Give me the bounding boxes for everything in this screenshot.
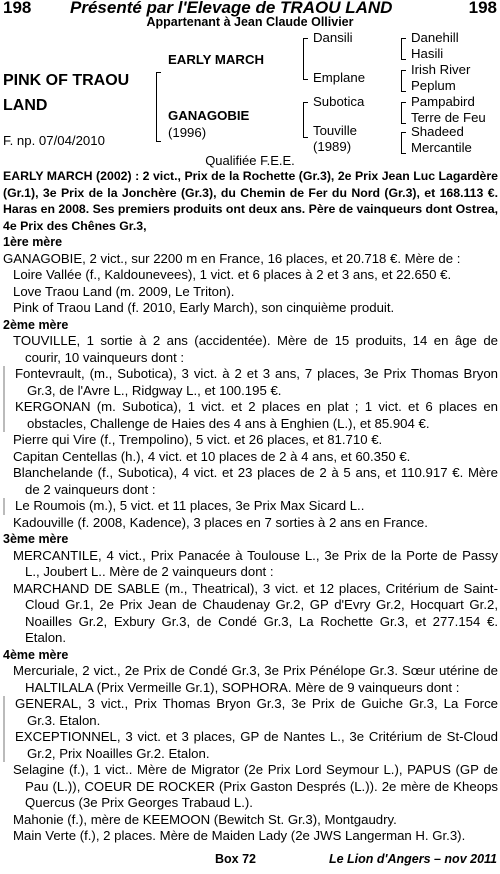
produce-line: Pierre qui Vire (f., Trempolino), 5 vict. et 26 places, et 81.710 €. — [13, 432, 383, 447]
gg-7: Shadeed — [411, 124, 464, 139]
produce-line: GENERAL, 3 vict., Prix Thomas Bryon Gr.3, 3e Prix de Guiche Gr.3, La Force Gr.3. Etalon. — [3, 696, 498, 729]
gg-5: Pampabird — [411, 94, 475, 109]
qualification: Qualifiée F.E.E. — [205, 153, 295, 168]
event-name: Le Lion d'Angers – nov 2011 — [328, 852, 497, 866]
box-number: Box 72 — [215, 852, 256, 866]
bracket-dam — [303, 102, 308, 138]
gg-8: Mercantile — [411, 140, 472, 155]
bracket-parents — [156, 72, 161, 142]
produce-line: Kadouville (f. 2008, Kadence), 3 places en 7 sorties à 2 ans en France. — [13, 514, 428, 530]
dam-name: GANAGOBIE — [168, 108, 250, 123]
gg-4: Peplum — [411, 78, 456, 93]
second-dam-heading: 2ème mère — [3, 317, 69, 332]
bracket-sire — [303, 38, 308, 80]
produce-line: MARCHAND DE SABLE (m., Theatrical), 3 vict. et 12 places, Critérium de Saint-Cloud Gr.1, 2e Prix Jean de Chaudenay Gr.2, GP d'Evry Gr.2, Hocquart Gr.2, Noailles Gr.2, Exbury Gr.3, de Condé Gr.3, La Rochette Gr.3, et 277.154 €. Etalon. — [13, 580, 498, 645]
bracket-g56 — [401, 102, 406, 124]
dam-dam-year: (1989) — [313, 139, 352, 154]
gg-1: Danehill — [411, 30, 459, 45]
first-dam-text: GANAGOBIE, 2 vict., sur 2200 m en France, 16 places, et 20.718 €. Mère de : — [3, 250, 461, 266]
produce-line: Love Traou Land (m. 2009, Le Triton). — [13, 283, 235, 299]
gg-6: Terre de Feu — [411, 110, 486, 125]
catalogue-body — [3, 168, 498, 845]
bracket-g34 — [401, 70, 406, 92]
consignor-title: Présenté par l'Elevage de TRAOU LAND — [70, 0, 393, 17]
produce-line: KERGONAN (m. Subotica), 1 vict. et 2 places en plat ; 1 vict. et 6 places en obstacles, Challenge de Haies des 4 ans à Enghien (L.), et 85.904 €. — [3, 399, 498, 432]
produce-line: Pink of Traou Land (f. 2010, Early March), son cinquième produit. — [13, 300, 395, 315]
gg-3: Irish River — [411, 62, 471, 77]
sire-name: EARLY MARCH — [168, 52, 264, 67]
owner-line: Appartenant à Jean Claude Ollivier — [146, 15, 354, 29]
second-dam-text: TOUVILLE, 1 sortie à 2 ans (accidentée). Mère de 15 produits, 14 en âge de courir, 10 vainqueurs dont : — [13, 333, 498, 365]
bracket-g12 — [401, 38, 406, 60]
produce-line: Capitan Centellas (h.), 4 vict. et 10 places de 2 à 4 ans, et 60.350 €. — [13, 448, 411, 464]
dam-year: (1996) — [168, 125, 207, 140]
sire-sire: Dansili — [313, 30, 353, 45]
fourth-dam-heading: 4ème mère — [3, 647, 69, 662]
lot-number-right: 198 — [468, 0, 497, 17]
produce-line: Main Verte (f.), 2 places. Mère de Maiden Lady (2e JWS Langerman H. Gr.3). — [13, 828, 466, 843]
lot-number-left: 198 — [3, 0, 32, 17]
produce-line: EXCEPTIONNEL, 3 vict. et 3 places, GP de Nantes L., 3e Critérium de St-Cloud Gr.2, Prix Noailles Gr.2. Etalon. — [3, 729, 498, 762]
produce-line: Le Roumois (m.), 5 vict. et 11 places, 3e Prix Max Sicard L.. — [3, 498, 498, 515]
third-dam-text: MERCANTILE, 4 vict., Prix Panacée à Toulouse L., 3e Prix de la Porte de Passy L., Joubert L.. Mère de 2 vainqueurs dont : — [13, 547, 498, 579]
horse-name-line1: PINK OF TRAOU — [3, 72, 130, 89]
produce-line: Mahonie (f.), mère de KEEMOON (Bewitch St. Gr.3), Montgaudry. — [13, 811, 397, 827]
horse-name-line2: LAND — [3, 97, 48, 114]
third-dam-heading: 3ème mère — [3, 532, 69, 546]
horse-info: F. np. 07/04/2010 — [3, 133, 105, 148]
bracket-g78 — [401, 132, 406, 154]
gg-2: Hasili — [411, 46, 444, 61]
produce-line: Selagine (f.), 1 vict.. Mère de Migrator (2e Prix Lord Seymour L.), PAPUS (GP de Pau (L.)), COEUR DE ROCKER (Prix Gaston Després (L.)). 2e mère de Kheops Quercus (3e Prix Georges Trabaud L.). — [13, 762, 498, 810]
sire-dam: Emplane — [313, 70, 366, 85]
sire-summary: EARLY MARCH (2002) : 2 vict., Prix de la Rochette (Gr.3), 2e Prix Jean Luc Lagardère (Gr.1), 3e Prix de la Jonchère (Gr.3), du Chemin de Fer du Nord (Gr.3), et 168.113 €. Haras en 2008. Ses premiers produits ont deux ans. Père de vainqueurs dont Ostrea, 4e Prix des Chênes Gr.3, — [3, 169, 498, 233]
produce-line: Blanchelande (f., Subotica), 4 vict. et 23 places de 2 à 5 ans, et 110.917 €. Mère de 2 vainqueurs dont : — [13, 465, 498, 497]
produce-line: Loire Vallée (f., Kaldounevees), 1 vict. et 6 places à 2 et 3 ans, et 22.650 €. — [13, 267, 452, 282]
first-dam-heading: 1ère mère — [3, 235, 63, 249]
fourth-dam-text: Mercuriale, 2 vict., 2e Prix de Condé Gr.3, 3e Prix Pénélope Gr.3. Sœur utérine de HALTILALA (Prix Vermeille Gr.1), SOPHORA. Mère de 9 vainqueurs dont : — [13, 663, 498, 695]
dam-dam: Touville — [313, 123, 357, 138]
dam-sire: Subotica — [313, 94, 365, 109]
produce-line: Fontevrault, (m., Subotica), 3 vict. à 2 et 3 ans, 7 places, 3e Prix Thomas Bryon Gr.3, de l'Avre L., Ridgway L., et 100.195 €. — [3, 366, 498, 399]
